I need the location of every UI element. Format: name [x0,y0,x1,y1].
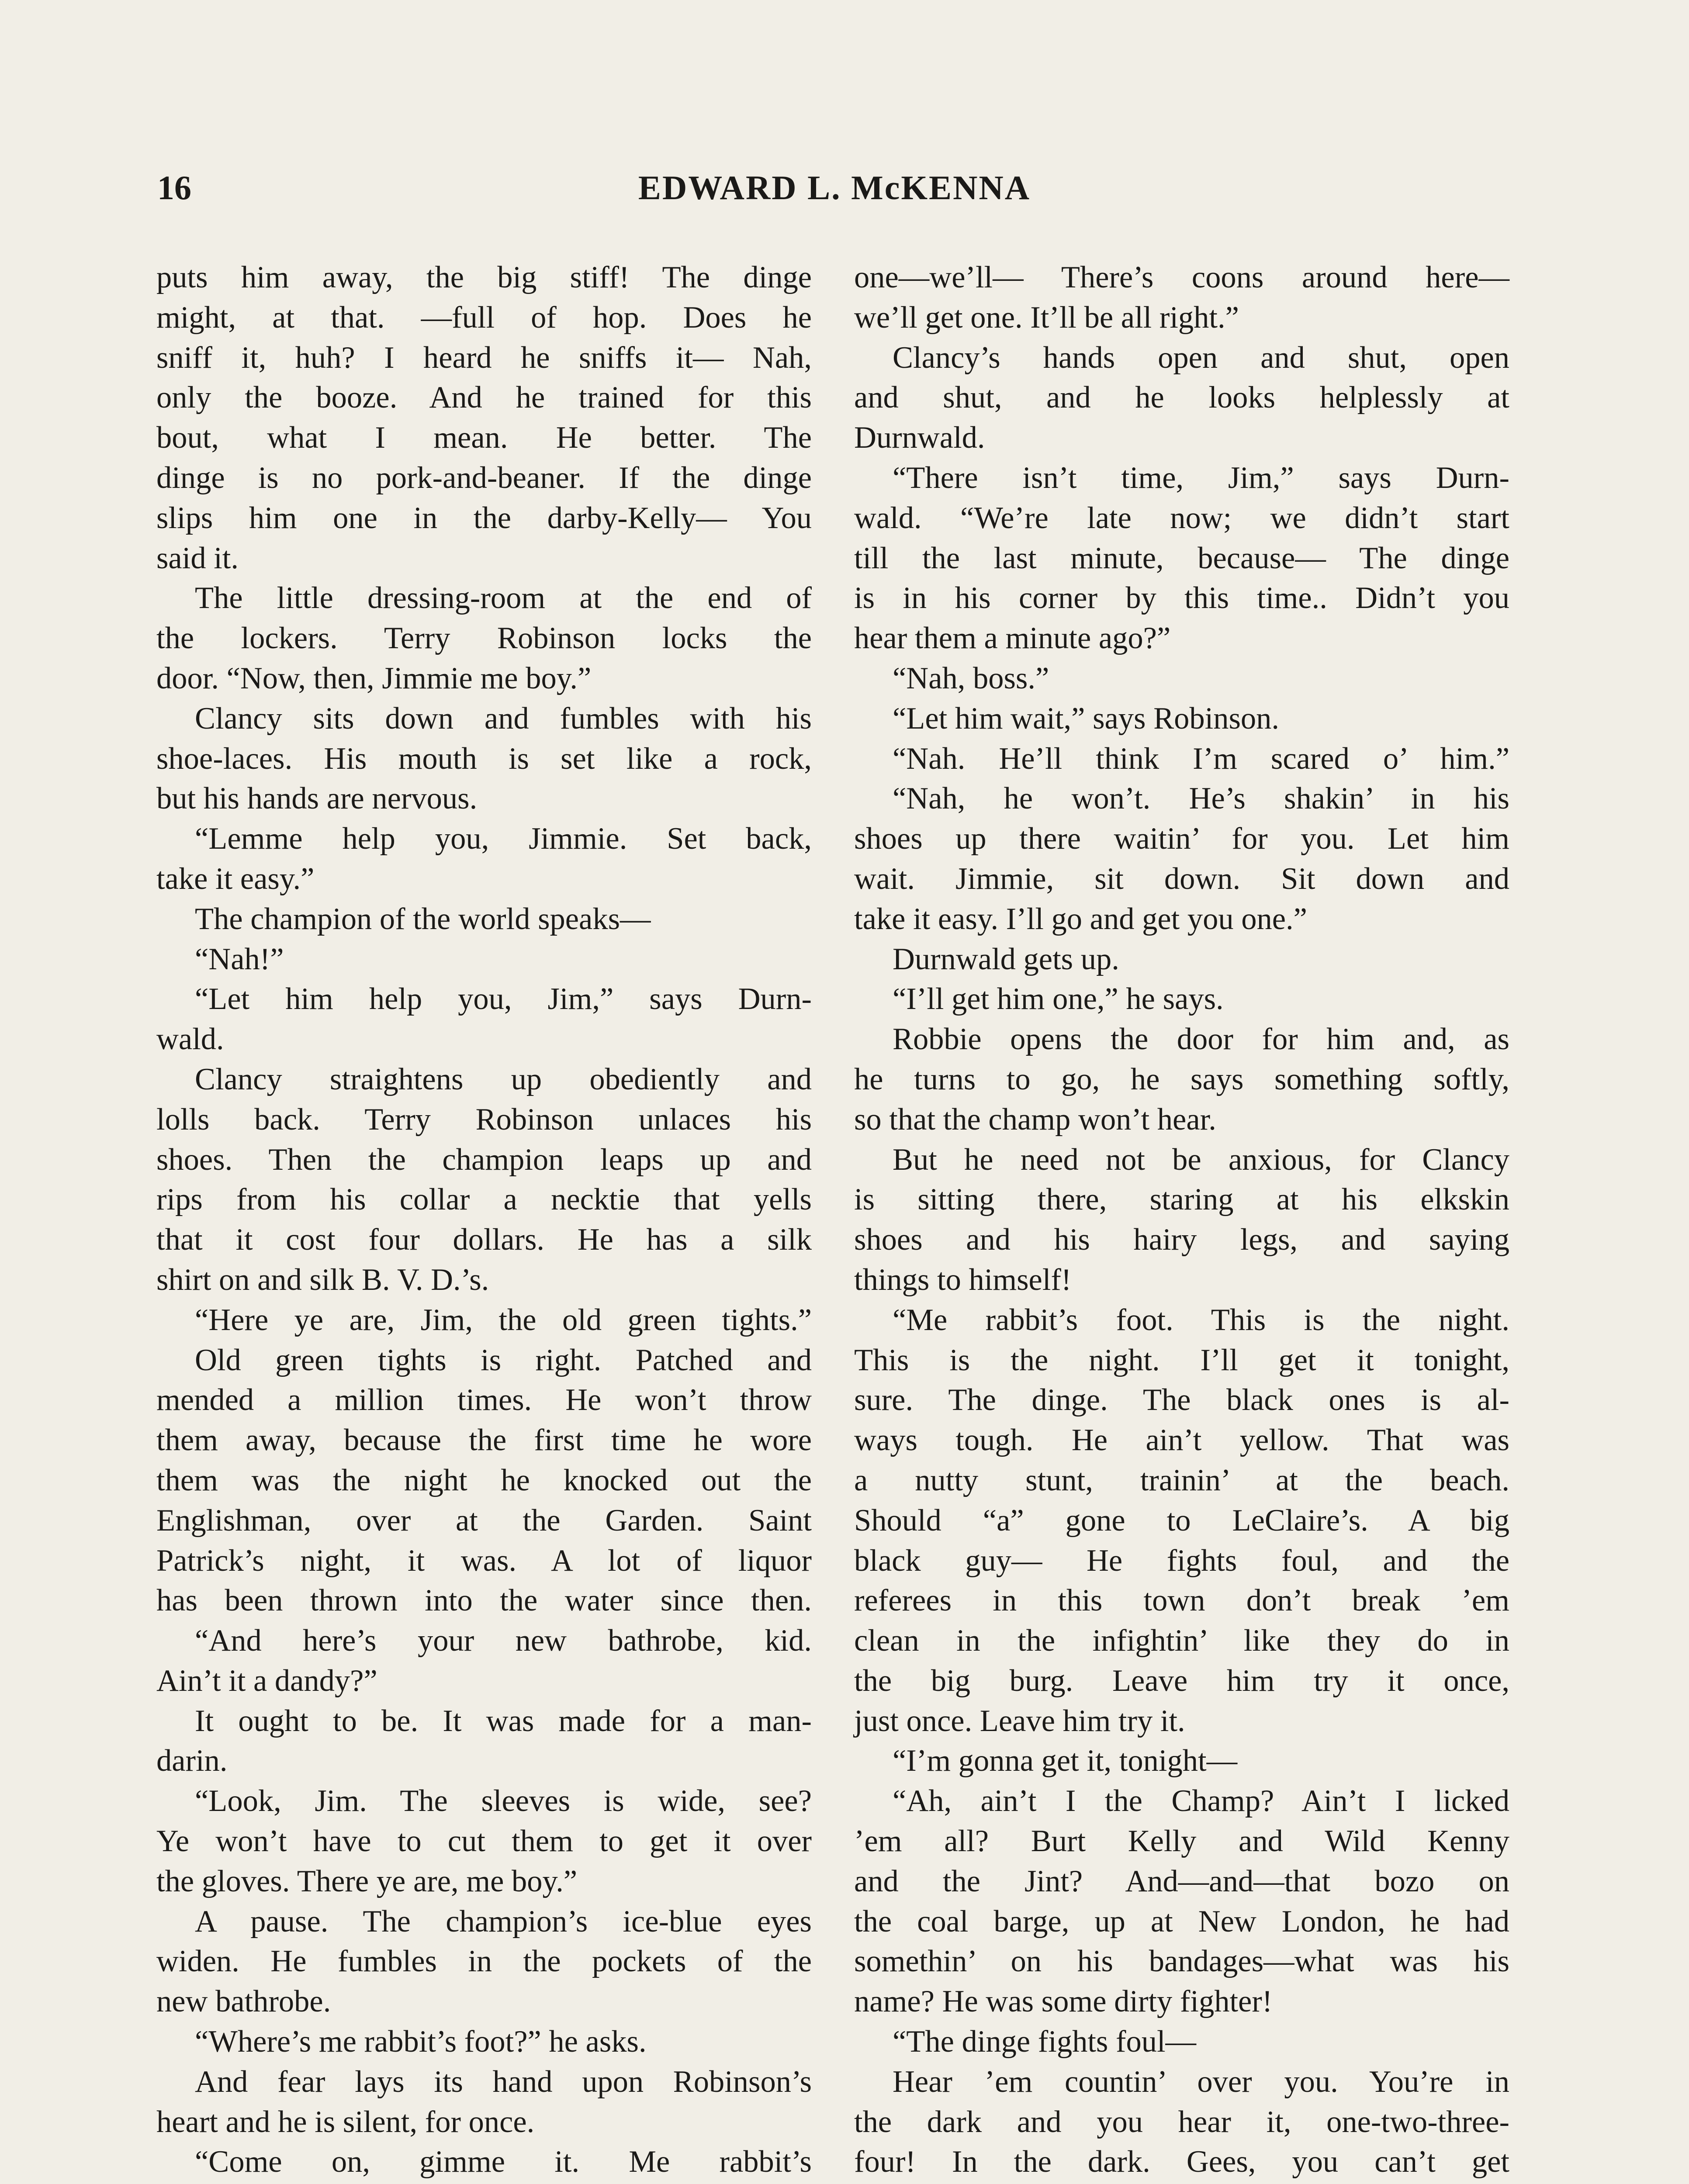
text-line: the lockers. Terry Robinson locks the [156,621,812,656]
text-line: Clancy’s hands open and shut, open [893,340,1509,375]
text-line: “I’m gonna get it, tonight— [893,1744,1238,1778]
text-line: Hear ’em countin’ over you. You’re in [893,2064,1509,2099]
page-number: 16 [157,169,191,207]
text-line: “Let him wait,” says Robinson. [893,701,1280,736]
text-line: shoes. Then the champion leaps up and [156,1142,812,1177]
text-line: darin. [156,1744,228,1778]
text-line: “Nah!” [195,942,284,976]
text-line: we’ll get one. It’ll be all right.” [854,300,1239,335]
text-line: ways tough. He ain’t yellow. That was [854,1423,1509,1458]
text-line: shoes and his hairy legs, and saying [854,1223,1509,1257]
text-line: widen. He fumbles in the pockets of the [156,1944,812,1979]
text-line: sure. The dinge. The black ones is al- [854,1383,1509,1417]
text-line: Ye won’t have to cut them to get it over [156,1824,812,1859]
text-line: “Come on, gimme it. Me rabbit’s [195,2145,812,2179]
text-line: lolls back. Terry Robinson unlaces his [156,1102,812,1137]
text-line: “Here ye are, Jim, the old green tights.” [195,1303,812,1337]
text-line: them was the night he knocked out the [156,1463,812,1497]
text-line: Clancy sits down and fumbles with his [195,701,812,736]
text-line: take it easy. I’ll go and get you one.” [854,902,1307,936]
text-line: things to himself! [854,1262,1072,1297]
text-line: take it easy.” [156,861,315,896]
text-line: has been thrown into the water since then. [156,1583,812,1618]
text-line: Ain’t it a dandy?” [156,1663,377,1698]
text-line: rips from his collar a necktie that yells [156,1182,812,1217]
text-line: Robbie opens the door for him and, as [893,1022,1509,1057]
text-line: Patrick’s night, it was. A lot of liquor [156,1543,812,1578]
text-line: puts him away, the big stiff! The dinge [156,260,812,294]
text-line: just once. Leave him try it. [854,1704,1185,1738]
text-line: “Let him help you, Jim,” says Durn- [195,982,812,1016]
text-line: mended a million times. He won’t throw [156,1383,812,1417]
text-line: might, at that. —full of hop. Does he [156,300,812,335]
text-line: wait. Jimmie, sit down. Sit down and [854,861,1509,896]
text-column-right [854,258,1509,2184]
text-line: only the booze. And he trained for this [156,380,812,415]
text-line: “The dinge fights foul— [893,2025,1197,2059]
text-line: heart and he is silent, for once. [156,2105,535,2139]
text-line: Durnwald. [854,421,985,455]
text-line: the gloves. There ye are, me boy.” [156,1864,578,1898]
text-line: he turns to go, he says something softly, [854,1062,1509,1096]
text-line: But he need not be anxious, for Clancy [893,1142,1509,1177]
text-column-left [156,258,812,2184]
text-line: till the last minute, because— The dinge [854,541,1509,575]
text-line: Durnwald gets up. [893,942,1119,976]
text-line: Should “a” gone to LeClaire’s. A big [854,1503,1509,1538]
text-line: bout, what I mean. He better. The [156,421,812,455]
text-line: name? He was some dirty fighter! [854,1984,1273,2019]
text-line: is sitting there, staring at his elkskin [854,1182,1509,1217]
text-line: And fear lays its hand upon Robinson’s [195,2064,812,2099]
running-head: EDWARD L. McKENNA [638,169,1031,207]
text-line: ’em all? Burt Kelly and Wild Kenny [854,1824,1509,1859]
text-line: Clancy straightens up obediently and [195,1062,812,1096]
text-line: The little dressing-room at the end of [195,581,812,615]
text-line: but his hands are nervous. [156,781,478,816]
text-line: shoe-laces. His mouth is set like a rock, [156,741,812,776]
text-line: “Where’s me rabbit’s foot?” he asks. [195,2025,647,2059]
text-line: referees in this town don’t break ’em [854,1583,1509,1618]
text-line [854,2182,1509,2184]
text-line: one—we’ll— There’s coons around here— [854,260,1509,294]
text-line: “And here’s your new bathrobe, kid. [195,1624,812,1658]
text-line [156,2182,812,2184]
text-line: “Ah, ain’t I the Champ? Ain’t I licked [893,1784,1509,1818]
text-line: This is the night. I’ll get it tonight, [854,1343,1509,1377]
text-line: door. “Now, then, Jimmie me boy.” [156,661,592,695]
text-line: and the Jint? And—and—that bozo on [854,1864,1509,1898]
text-line: Englishman, over at the Garden. Saint [156,1503,812,1538]
text-line: A pause. The champion’s ice-blue eyes [195,1904,812,1939]
text-line: “I’ll get him one,” he says. [893,982,1224,1016]
text-line: “Nah, boss.” [893,661,1049,695]
text-line: “Nah, he won’t. He’s shakin’ in his [893,781,1509,816]
text-line: “Me rabbit’s foot. This is the night. [893,1303,1509,1337]
text-line: wald. “We’re late now; we didn’t start [854,501,1509,535]
text-line: Old green tights is right. Patched and [195,1343,812,1377]
text-line: “Look, Jim. The sleeves is wide, see? [195,1784,812,1818]
text-line: somethin’ on his bandages—what was his [854,1944,1509,1979]
text-line: is in his corner by this time.. Didn’t you [854,581,1509,615]
text-line: “Lemme help you, Jimmie. Set back, [195,822,812,856]
text-line: shoes up there waitin’ for you. Let him [854,822,1509,856]
text-line: black guy— He fights foul, and the [854,1543,1509,1578]
text-line: sniff it, huh? I heard he sniffs it— Nah, [156,340,812,375]
text-line: new bathrobe. [156,1984,331,2019]
text-line: four! In the dark. Gees, you can’t get [854,2145,1509,2179]
text-line: “There isn’t time, Jim,” says Durn- [893,460,1509,495]
text-line: so that the champ won’t hear. [854,1102,1216,1137]
text-line: It ought to be. It was made for a man- [195,1704,812,1738]
text-line: “Nah. He’ll think I’m scared o’ him.” [893,741,1509,776]
text-line: slips him one in the darby-Kelly— You [156,501,812,535]
text-line: the coal barge, up at New London, he had [854,1904,1509,1939]
text-line: clean in the infightin’ like they do in [854,1624,1509,1658]
text-line: said it. [156,541,239,575]
text-line: the big burg. Leave him try it once, [854,1663,1509,1698]
text-line: a nutty stunt, trainin’ at the beach. [854,1463,1509,1497]
text-line: them away, because the first time he wore [156,1423,812,1458]
text-line: that it cost four dollars. He has a silk [156,1223,812,1257]
text-line: The champion of the world speaks— [195,902,651,936]
text-line: hear them a minute ago?” [854,621,1171,656]
text-line: dinge is no pork-and-beaner. If the dinge [156,460,812,495]
text-line: wald. [156,1022,224,1057]
text-line: the dark and you hear it, one-two-three- [854,2105,1509,2139]
text-line: and shut, and he looks helplessly at [854,380,1509,415]
page-header [157,164,1512,212]
text-line: shirt on and silk B. V. D.’s. [156,1262,489,1297]
